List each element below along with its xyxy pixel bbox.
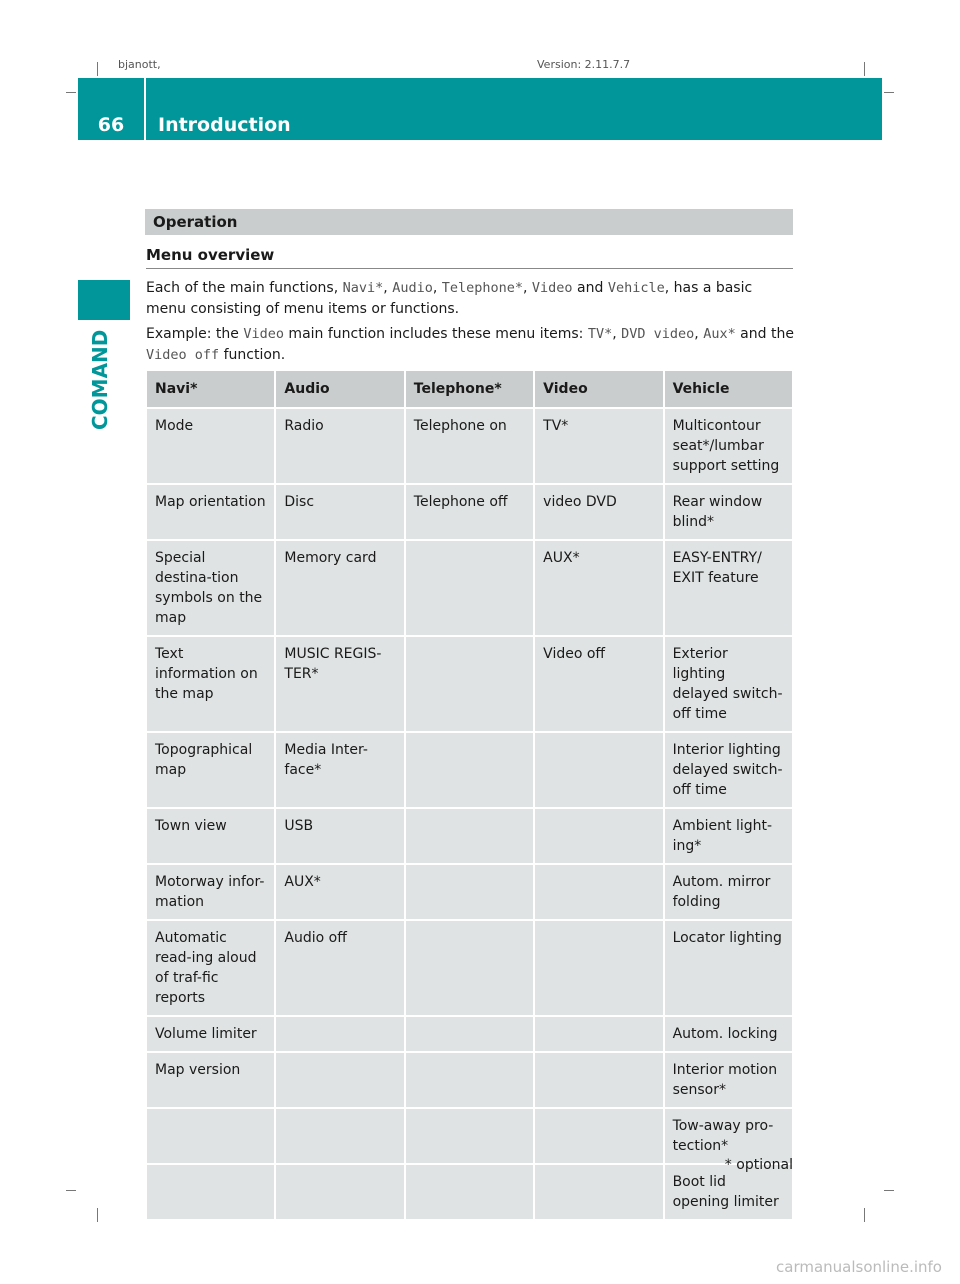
table-cell: Rear window blind* [665, 485, 792, 539]
code-dvd-video: DVD video [621, 326, 695, 342]
table-cell: Text information on the map [147, 637, 274, 731]
crop-mark [97, 62, 98, 76]
page-number: 66 [97, 114, 125, 136]
table-cell: Media Inter-face* [276, 733, 403, 807]
table-cell: Mode [147, 409, 274, 483]
table-cell [535, 865, 662, 919]
column-header: Navi* [147, 371, 274, 407]
code-tv: TV* [587, 326, 613, 342]
table-cell: Town view [147, 809, 274, 863]
code-telephone: Telephone* [441, 280, 524, 296]
crop-mark [864, 62, 865, 76]
column-header: Video [535, 371, 662, 407]
crop-mark [66, 92, 76, 93]
table-cell [276, 1109, 403, 1163]
crop-mark [97, 1208, 98, 1222]
table-cell [147, 1109, 274, 1163]
table-row [147, 1109, 792, 1163]
table-cell: Telephone off [406, 485, 533, 539]
crop-mark [864, 1208, 865, 1222]
menu-overview-table [145, 369, 794, 1221]
table-cell: Autom. mirror folding [665, 865, 792, 919]
table-cell: Disc [276, 485, 403, 539]
crop-mark [884, 1190, 894, 1191]
example-paragraph: Example: the Video main function includes these menu items: TV*, DVD video, Aux* and the Video off function. [146, 326, 794, 363]
side-tab-label: COMAND [88, 329, 112, 430]
table-cell [406, 1017, 533, 1051]
table-row [147, 637, 792, 731]
code-video: Video [531, 280, 573, 296]
table-cell: Interior lighting delayed switch-off time [665, 733, 792, 807]
table-cell [535, 1053, 662, 1107]
table-cell: Memory card [276, 541, 403, 635]
table-cell: Radio [276, 409, 403, 483]
page-header [78, 78, 882, 140]
table-cell: video DVD [535, 485, 662, 539]
code-aux: Aux* [703, 326, 736, 342]
print-info-left: bjanott, [118, 58, 161, 71]
table-cell: Boot lid opening limiter [665, 1165, 792, 1219]
table-cell [535, 733, 662, 807]
table-cell: Map orientation [147, 485, 274, 539]
table-cell: Automatic read-ing aloud of traf-fic reports [147, 921, 274, 1015]
table-cell: TV* [535, 409, 662, 483]
table-row [147, 541, 792, 635]
table-header-row [147, 371, 792, 407]
table-cell [406, 733, 533, 807]
table-row [147, 1165, 792, 1219]
table-row [147, 809, 792, 863]
table-cell: Special destina-tion symbols on the map [147, 541, 274, 635]
table-cell: Topographical map [147, 733, 274, 807]
table-row [147, 1017, 792, 1051]
table-cell [276, 1053, 403, 1107]
footnote: * optional [724, 1157, 793, 1173]
table-cell: AUX* [276, 865, 403, 919]
table-row [147, 485, 792, 539]
table-cell [406, 541, 533, 635]
table-row [147, 865, 792, 919]
table-cell: Autom. locking [665, 1017, 792, 1051]
table-cell: Multicontour seat*/lumbar support setting [665, 409, 792, 483]
table-cell: Video off [535, 637, 662, 731]
table-cell [535, 1017, 662, 1051]
table-cell: Motorway infor-mation [147, 865, 274, 919]
code-video: Video [243, 326, 284, 342]
table-cell [276, 1165, 403, 1219]
table-cell [276, 1017, 403, 1051]
table-cell: USB [276, 809, 403, 863]
side-tab [78, 280, 130, 320]
table-cell [535, 809, 662, 863]
code-video-off: Video off [146, 347, 220, 363]
table-cell [406, 865, 533, 919]
table-row [147, 733, 792, 807]
table-cell: Audio off [276, 921, 403, 1015]
code-navi: Navi* [342, 280, 384, 296]
code-vehicle: Vehicle [607, 280, 665, 296]
chapter-title: Introduction [158, 114, 291, 136]
table-cell: EASY-ENTRY/ EXIT feature [665, 541, 792, 635]
table-cell [406, 637, 533, 731]
table-cell: Interior motion sensor* [665, 1053, 792, 1107]
table-row [147, 921, 792, 1015]
print-info-right: Version: 2.11.7.7 [537, 58, 631, 71]
crop-mark [884, 92, 894, 93]
table-cell: MUSIC REGIS-TER* [276, 637, 403, 731]
column-header: Telephone* [406, 371, 533, 407]
table-cell [406, 1165, 533, 1219]
table-cell: Telephone on [406, 409, 533, 483]
table-cell [406, 1053, 533, 1107]
watermark: carmanualsonline.info [776, 1258, 942, 1276]
table-cell: Volume limiter [147, 1017, 274, 1051]
table-cell: Locator lighting [665, 921, 792, 1015]
table-cell [535, 1165, 662, 1219]
table-cell [406, 809, 533, 863]
column-header: Vehicle [665, 371, 792, 407]
table-cell [535, 1109, 662, 1163]
table-cell: Tow-away pro-tection* [665, 1109, 792, 1163]
table-cell [406, 921, 533, 1015]
table-cell: AUX* [535, 541, 662, 635]
table-cell: Map version [147, 1053, 274, 1107]
section-title: Operation [145, 209, 793, 235]
table-cell [535, 921, 662, 1015]
subheading: Menu overview [146, 246, 793, 269]
column-header: Audio [276, 371, 403, 407]
code-audio: Audio [392, 280, 433, 296]
table-cell: Exterior lighting delayed switch-off time [665, 637, 792, 731]
intro-paragraph: Each of the main functions, Navi*, Audio, Telephone*, Video and Vehicle, has a basic menu consisting of menu items or functions. [146, 280, 753, 317]
table-row [147, 409, 792, 483]
table-row [147, 1053, 792, 1107]
table-cell: Ambient light-ing* [665, 809, 792, 863]
table-cell [147, 1165, 274, 1219]
crop-mark [66, 1190, 76, 1191]
table-cell [406, 1109, 533, 1163]
